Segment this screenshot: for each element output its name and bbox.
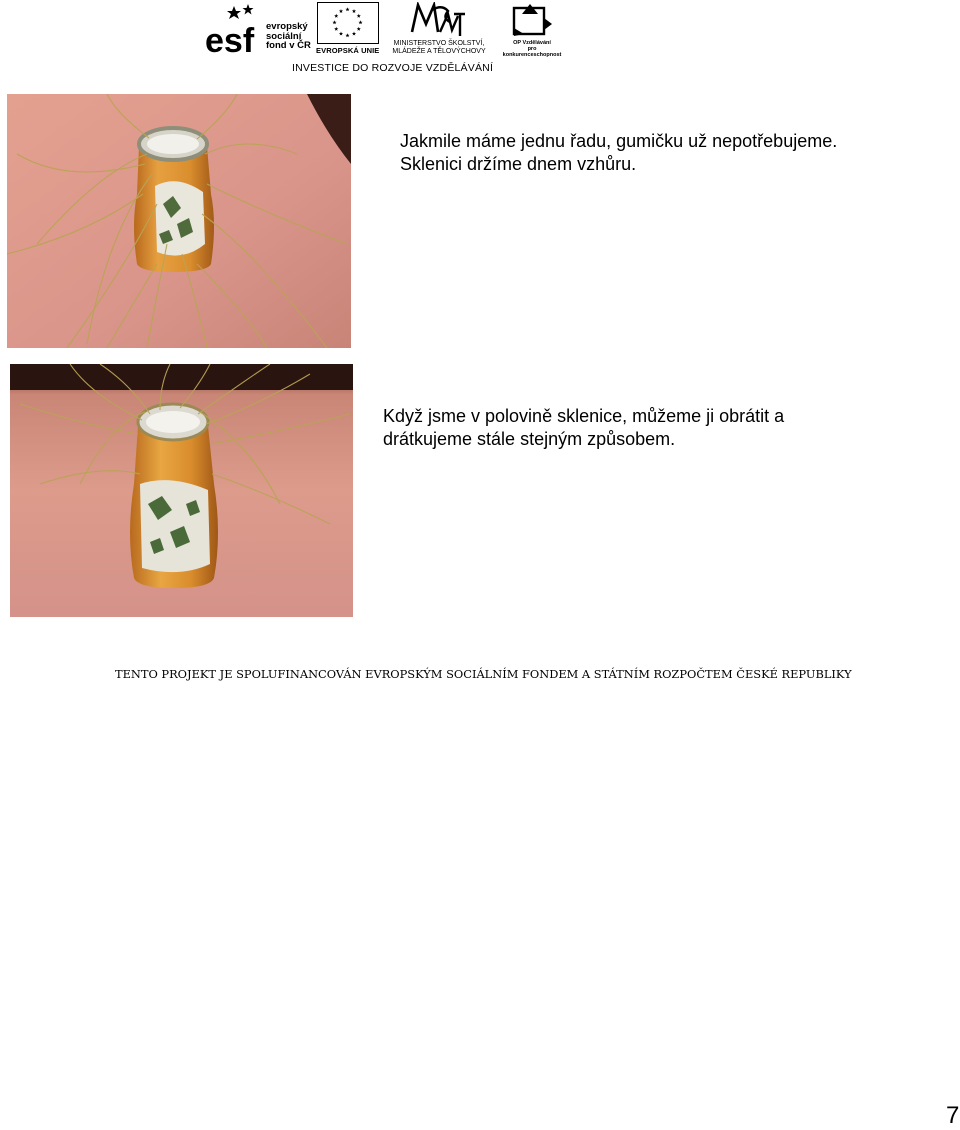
eu-star-icon <box>334 14 338 18</box>
eu-stars-icon <box>318 3 377 42</box>
msmt-logo-icon <box>410 2 466 38</box>
op-line-2: pro konkurenceschopnost <box>502 46 562 58</box>
msmt-line-2: MLÁDEŽE A TĚLOVÝCHOVY <box>392 47 486 55</box>
page-number: 7 <box>946 1102 960 1129</box>
esf-line-1: evropský <box>266 21 308 32</box>
step-2-line-2: drátkujeme stále stejným způsobem. <box>383 428 676 449</box>
op-caption <box>498 40 566 58</box>
esf-line-2: sociální <box>266 30 302 42</box>
eu-star-icon <box>345 33 349 37</box>
step-caption-2 <box>383 405 784 450</box>
eu-star-icon <box>339 32 343 36</box>
step-2-line-1: Když jsme v polovině sklenice, můžeme ji obrátit a <box>383 406 785 426</box>
eu-star-icon <box>352 9 356 13</box>
eu-star-icon <box>357 27 361 31</box>
msmt-line-1: MINISTERSTVO ŠKOLSTVÍ, <box>393 40 485 47</box>
step-1-line-1: Jakmile máme jednu řadu, gumičku už nepotřebujeme. <box>400 131 838 151</box>
eu-star-icon <box>358 20 362 24</box>
funding-footer: TENTO PROJEKT JE SPOLUFINANCOVÁN EVROPSKÝM SOCIÁLNÍM FONDEM A STÁTNÍM ROZPOČTEM ČESKÉ REPUBLIKY <box>115 667 852 681</box>
eu-star-icon <box>352 32 356 36</box>
eu-star-icon <box>334 27 338 31</box>
esf-logo-icon <box>204 2 264 54</box>
jar-photo-2 <box>10 364 353 617</box>
eu-star-icon <box>357 14 361 18</box>
op-vk-logo-icon <box>510 2 554 38</box>
op-line-1: OP Vzdělávání <box>513 40 551 46</box>
eu-star-icon <box>332 20 336 24</box>
esf-logo-caption <box>266 22 311 51</box>
eu-star-icon <box>339 9 343 13</box>
step-1-line-2: Sklenici držíme dnem vzhůru. <box>400 153 637 174</box>
invest-banner: INVESTICE DO ROZVOJE VZDĚLÁVÁNÍ <box>292 62 494 74</box>
step-caption-1 <box>400 130 837 175</box>
eu-star-icon <box>345 7 349 11</box>
esf-logo-text: esf <box>205 22 255 54</box>
eu-label: EVROPSKÁ UNIE <box>316 46 380 55</box>
jar-photo-1 <box>7 94 351 348</box>
esf-line-3: fond v ČR <box>266 40 311 51</box>
msmt-caption <box>386 40 492 55</box>
eu-flag-icon <box>317 2 379 44</box>
